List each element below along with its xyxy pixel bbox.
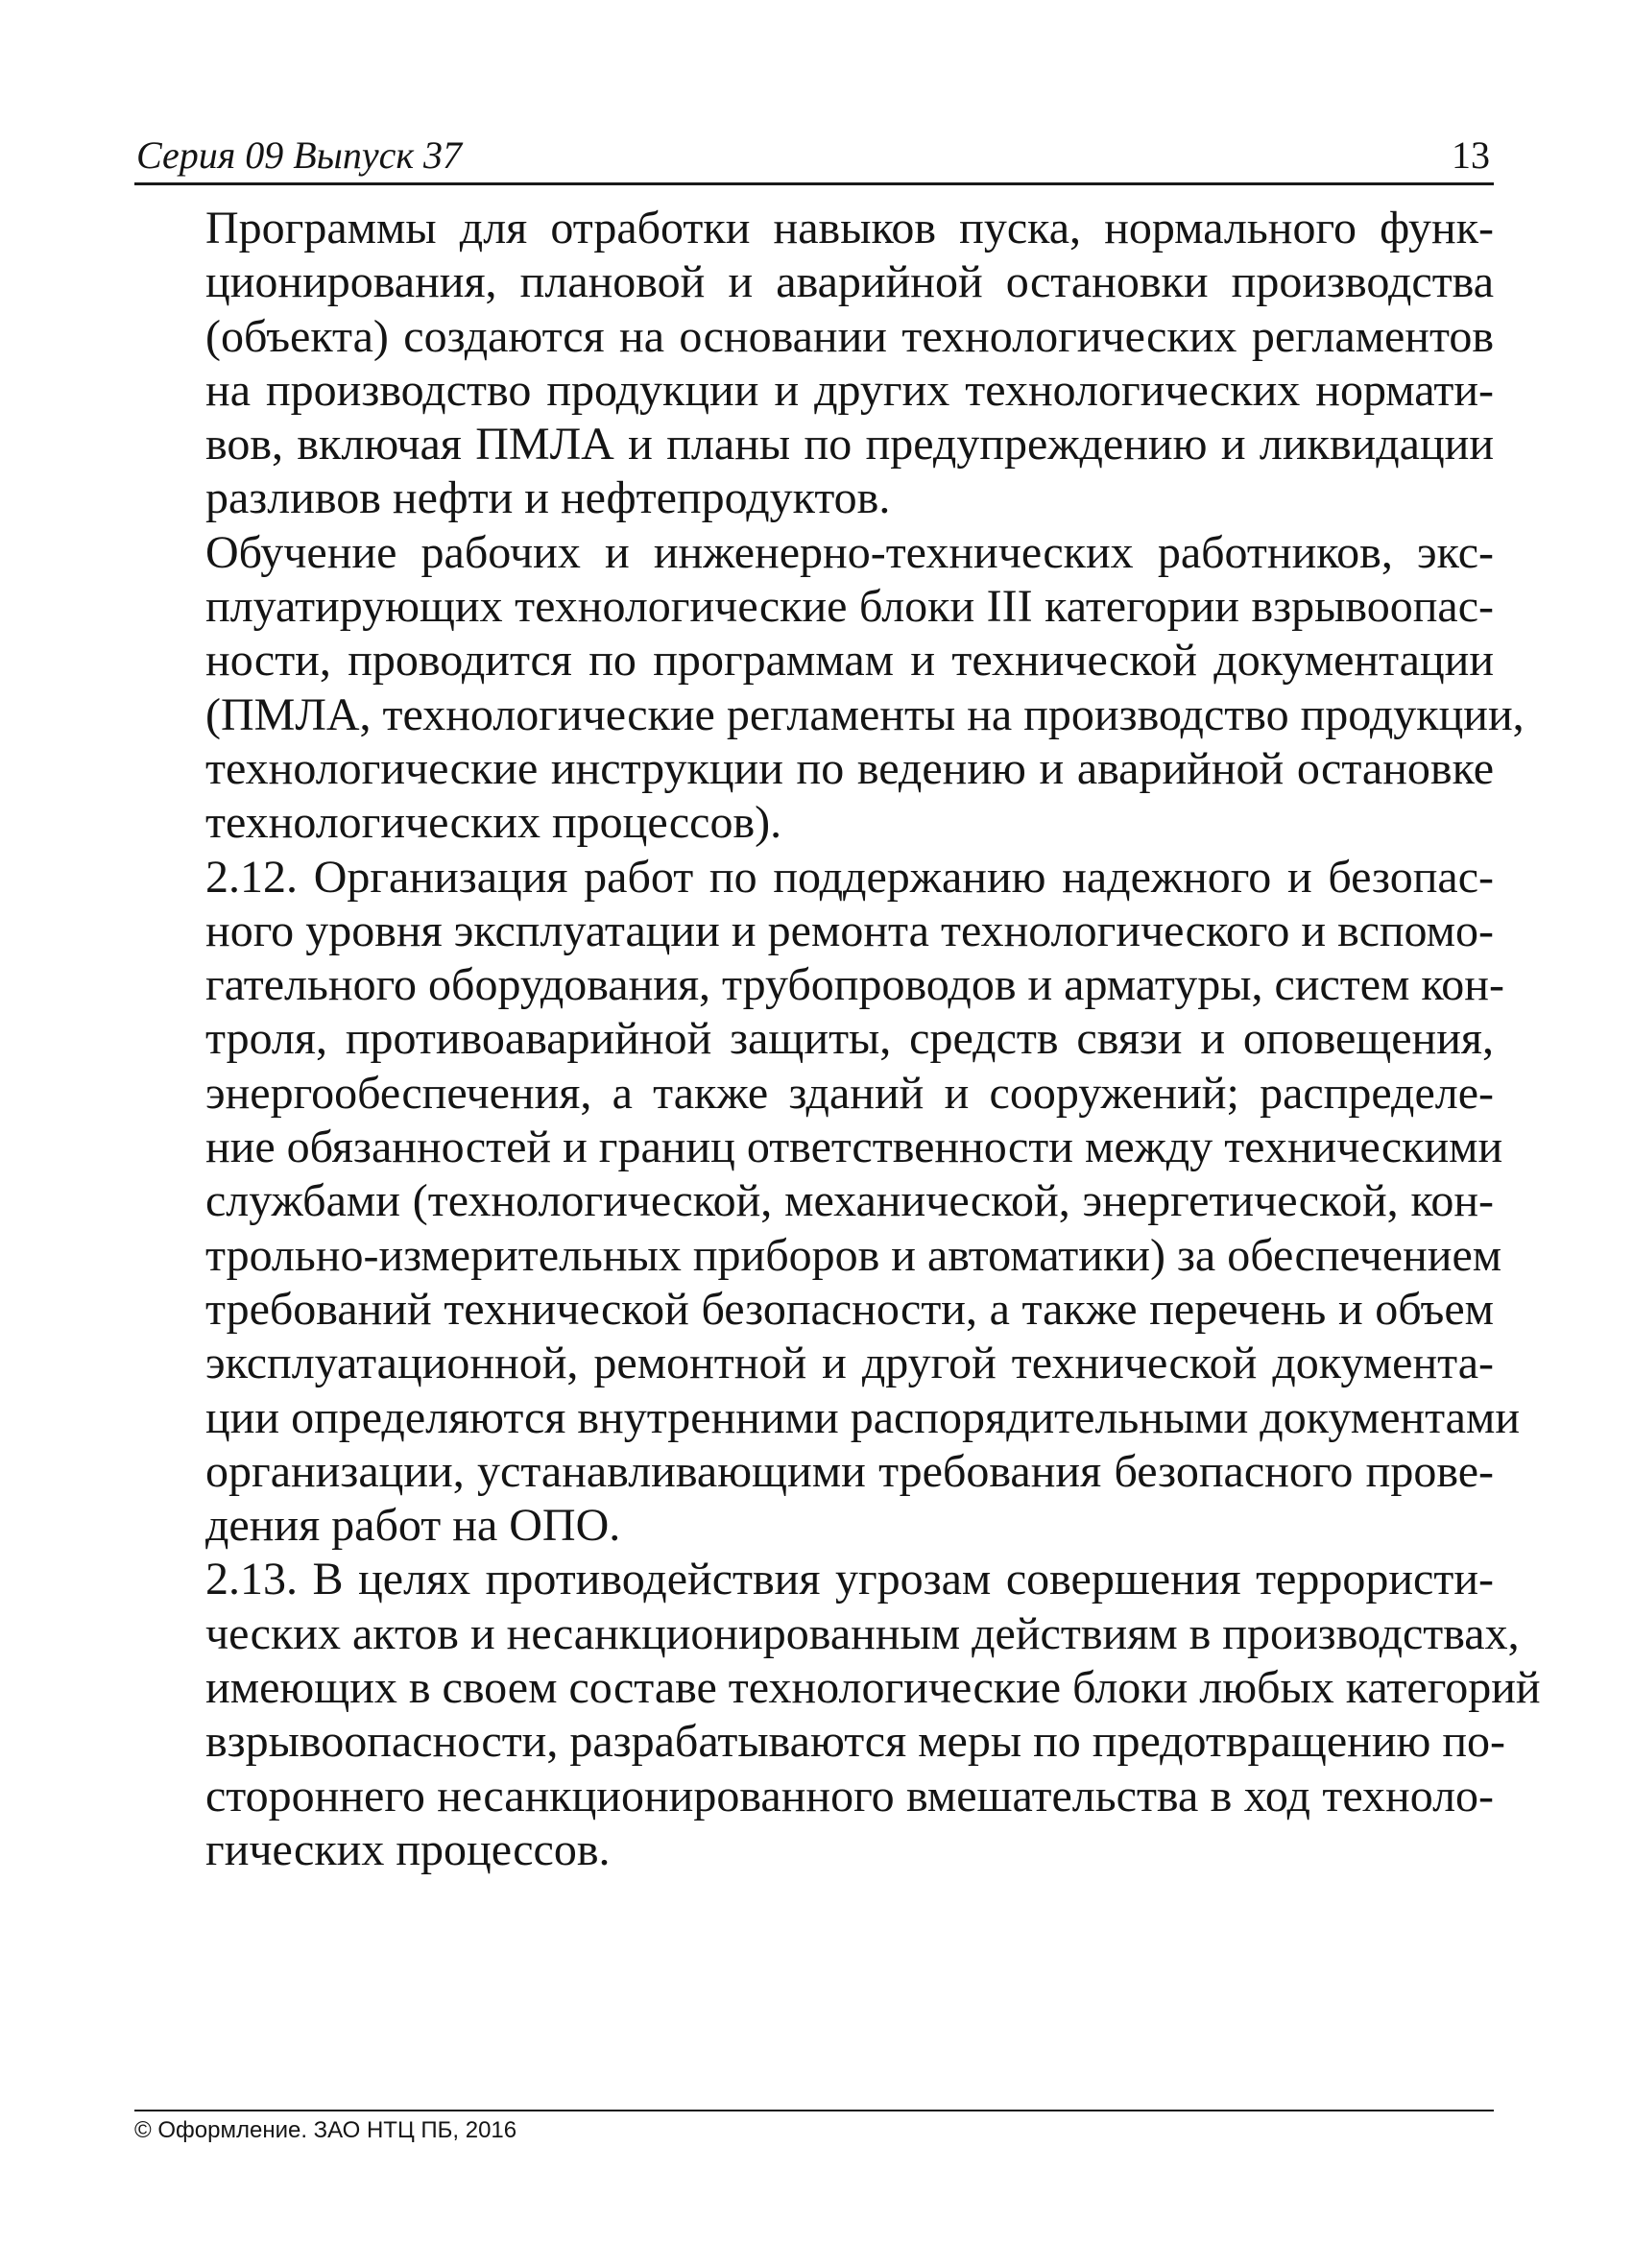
page-header [134,133,1494,185]
text-line: службами (технологической, механической, энергетической, кон- [205,1175,1494,1227]
paragraph-2-13 [134,1553,1541,1877]
text-line: 2.12. Организация работ по поддержанию надежного и безопас- [205,851,1494,903]
paragraph-worker-training [134,526,1525,851]
text-line: ние обязанностей и границ ответственности между техническими [205,1122,1503,1173]
series-title: Серия 09 Выпуск 37 [136,133,463,177]
text-line: разливов нефти и нефтепродуктов. [205,472,891,524]
text-line: стороннего несанкционированного вмешательства в ход техноло- [205,1770,1494,1822]
text-line: (объекта) создаются на основании технологических регламентов [205,310,1494,362]
text-line: ности, проводится по программам и технической документации [205,635,1494,687]
copyright-notice: © Оформление. ЗАО НТЦ ПБ, 2016 [134,2117,517,2143]
paragraph-2-12 [134,851,1521,1554]
text-line: гательного оборудования, трубопроводов и арматуры, систем кон- [205,959,1504,1011]
text-line: имеющих в своем составе технологические блоки любых категорий [205,1662,1541,1714]
text-line: ческих актов и несанкционированным действиям в производствах, [205,1607,1520,1659]
text-line: 2.13. В целях противодействия угрозам совершения террористи- [205,1554,1494,1605]
text-line: Обучение рабочих и инженерно-технических работников, экс- [205,526,1494,578]
text-line: на производство продукции и других технологических нормати- [205,364,1494,416]
page-number: 13 [1452,133,1490,177]
text-line: технологические инструкции по ведению и аварийной остановке [205,742,1494,794]
text-line: взрывоопасности, разрабатываются меры по предотвращению по- [205,1716,1506,1768]
text-line: требований технической безопасности, а также перечень и объем [205,1283,1494,1335]
text-line: организации, устанавливающими требования безопасного прове- [205,1445,1494,1497]
text-line: ного уровня эксплуатации и ремонта технологического и вспомо- [205,905,1494,956]
paragraph-training-programs [134,202,1494,526]
text-line: энергообеспечения, а также зданий и сооружений; распределе- [205,1067,1494,1119]
body-text [134,202,1541,1877]
text-line: ции определяются внутренними распорядительными документами [205,1391,1521,1443]
text-line: дения работ на ОПО. [205,1500,621,1552]
text-line: ционирования, плановой и аварийной остановки производства [205,256,1494,308]
footer-divider [134,2110,1494,2111]
text-line: Программы для отработки навыков пуска, нормального функ- [205,203,1494,253]
text-line: (ПМЛА, технологические регламенты на производство продукции, [205,688,1525,740]
text-line: трольно-измерительных приборов и автоматики) за обеспечением [205,1229,1502,1281]
text-line: вов, включая ПМЛА и планы по предупреждению и ликвидации [205,419,1494,470]
text-line: плуатирующих технологические блоки III категории взрывоопас- [205,581,1494,633]
text-line: троля, противоаварийной защиты, средств связи и оповещения, [205,1013,1494,1065]
text-line: гических процессов. [205,1823,611,1875]
text-line: технологических процессов). [205,797,782,849]
text-line: эксплуатационной, ремонтной и другой технической документа- [205,1338,1494,1389]
